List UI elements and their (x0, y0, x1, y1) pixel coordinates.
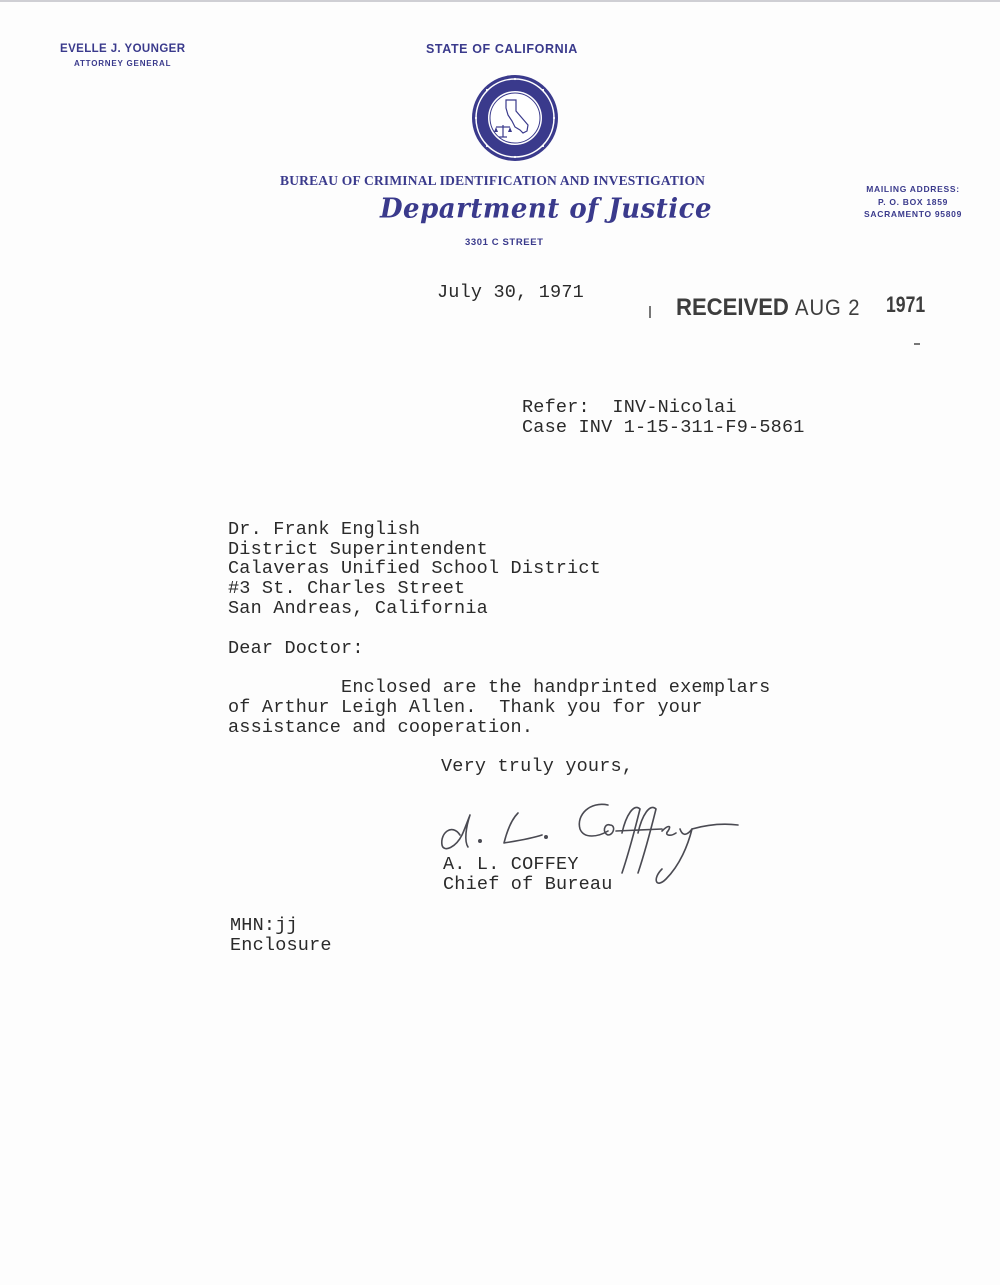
stamp-tick-mark (649, 306, 651, 318)
salutation: Dear Doctor: (228, 638, 364, 659)
typist-initials: MHN:jj (230, 915, 298, 936)
reference-refer: Refer: INV-Nicolai (522, 397, 737, 418)
signer-name: A. L. COFFEY (443, 854, 579, 875)
mailing-label: MAILING ADDRESS: (866, 184, 960, 194)
body-line: Enclosed are the handprinted exemplars (228, 677, 771, 698)
top-edge-line (0, 0, 1000, 2)
department-heading: Department of Justice (380, 193, 713, 225)
closing: Very truly yours, (441, 756, 634, 777)
reference-case: Case INV 1-15-311-F9-5861 (522, 417, 805, 438)
mailing-address (864, 183, 962, 221)
body-line: of Arthur Leigh Allen. Thank you for your (228, 697, 703, 718)
mailing-box: P. O. BOX 1859 (877, 196, 949, 207)
attorney-general-title: ATTORNEY GENERAL (74, 59, 172, 68)
state-heading: STATE OF CALIFORNIA (426, 42, 578, 56)
received-stamp-label: RECEIVED (676, 294, 789, 321)
bureau-heading: BUREAU OF CRIMINAL IDENTIFICATION AND INVESTIGATION (280, 173, 706, 188)
recipient-line: San Andreas, California (228, 598, 488, 619)
enclosure-note: Enclosure (230, 935, 332, 956)
stamp-dash-mark (914, 343, 920, 345)
received-stamp (676, 294, 860, 322)
signer-title: Chief of Bureau (443, 874, 613, 895)
department-seal-icon (470, 73, 560, 163)
body-line: assistance and cooperation. (228, 717, 534, 738)
recipient-line: #3 St. Charles Street (228, 578, 466, 599)
letter-date: July 30, 1971 (437, 282, 584, 303)
recipient-line: Calaveras Unified School District (228, 558, 601, 579)
street-address: 3301 C STREET (465, 237, 544, 248)
mailing-city: SACRAMENTO 95809 (864, 209, 962, 219)
received-stamp-date: AUG 2 (795, 295, 861, 320)
recipient-line: District Superintendent (228, 539, 488, 560)
attorney-general-name: EVELLE J. YOUNGER (60, 43, 186, 55)
recipient-line: Dr. Frank English (228, 519, 421, 540)
received-stamp-year: 1971 (886, 292, 926, 317)
